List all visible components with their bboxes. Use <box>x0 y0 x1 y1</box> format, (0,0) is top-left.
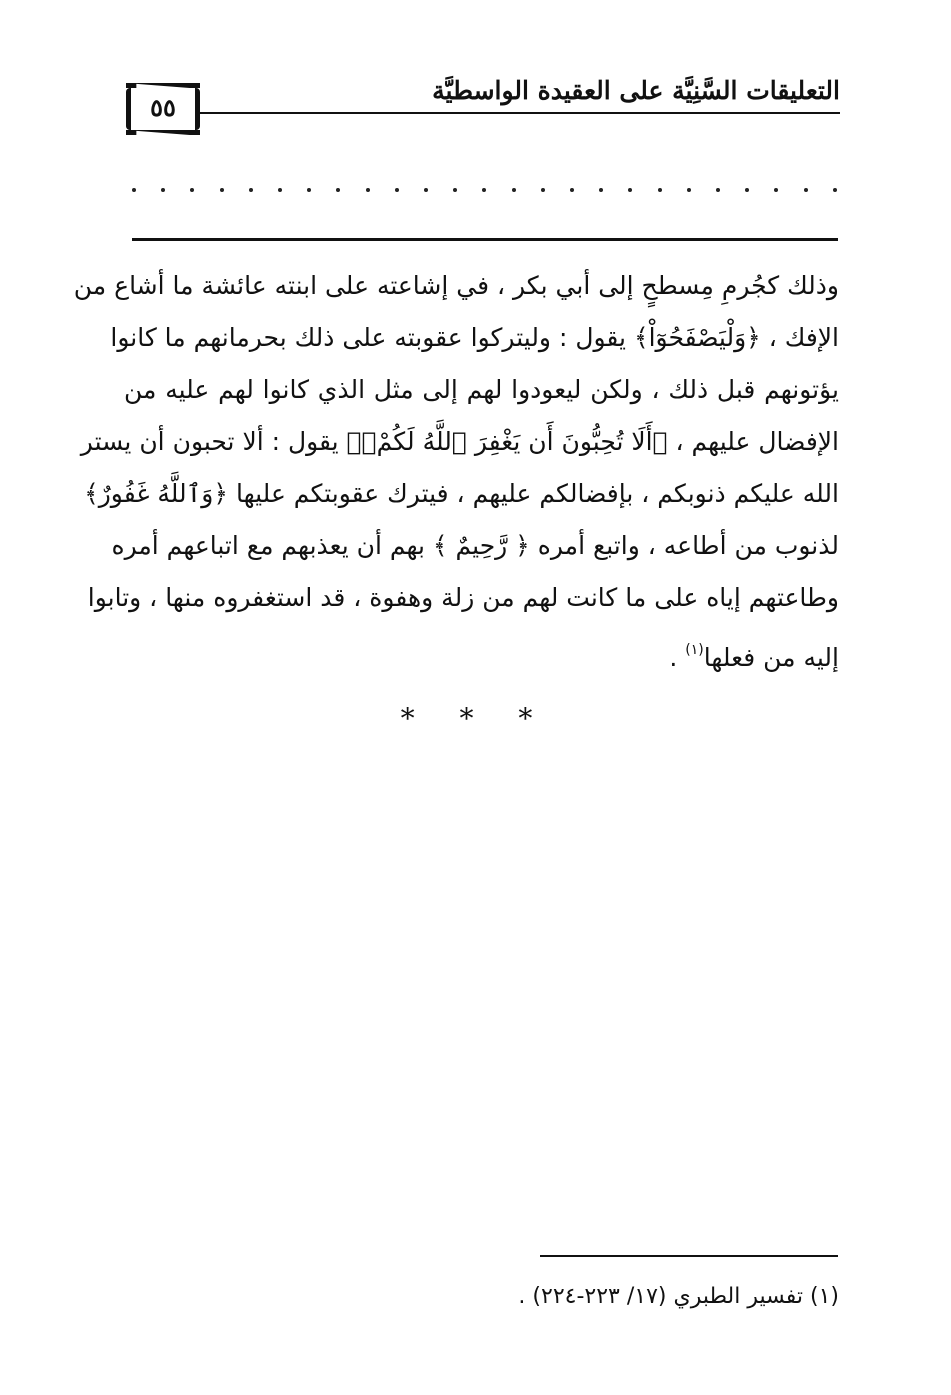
footnote-rule <box>540 1255 838 1257</box>
dot <box>395 188 399 192</box>
dot <box>628 188 632 192</box>
dot <box>833 188 837 192</box>
text-line: وذلك كجُرمِ مِسطحٍ إلى أبي بكر ، في إشاعته على ابنته عائشة ما أشاع من <box>73 271 839 300</box>
dot <box>307 188 311 192</box>
dotted-separator <box>132 180 837 200</box>
dot <box>249 188 253 192</box>
dot <box>658 188 662 192</box>
dot <box>453 188 457 192</box>
dot <box>687 188 691 192</box>
last-line-end: . <box>669 643 686 672</box>
footnote-reference[interactable]: (١) <box>685 642 704 658</box>
dot <box>161 188 165 192</box>
dot <box>482 188 486 192</box>
dot <box>424 188 428 192</box>
asterisk-separator: * * * <box>400 702 551 735</box>
text-line: لذنوب من أطاعه ، واتبع أمره ﴿ رَّحِيمٌ ﴾ بهم أن يعذبهم مع اتباعهم أمره <box>111 531 839 560</box>
dot <box>336 188 340 192</box>
dot <box>541 188 545 192</box>
dot <box>190 188 194 192</box>
dot <box>570 188 574 192</box>
page-number: ٥٥ <box>150 93 176 122</box>
last-line-text: إليه من فعلها <box>703 643 839 672</box>
dot <box>804 188 808 192</box>
section-rule <box>132 238 838 241</box>
dot <box>716 188 720 192</box>
header-rule <box>196 112 840 114</box>
text-line-last <box>124 624 839 676</box>
dot <box>278 188 282 192</box>
dot <box>774 188 778 192</box>
running-title: التعليقات السَّنِيَّة على العقيدة الواسطيَّة <box>432 76 840 105</box>
footnote: (١) تفسير الطبري (١٧/ ٢٢٣-٢٢٤) . <box>518 1284 839 1309</box>
dot <box>220 188 224 192</box>
page-number-frame <box>126 88 200 130</box>
text-line: الله عليكم ذنوبكم ، بإفضالكم عليهم ، فيترك عقوبتكم عليها ﴿وَٱللَّهُ غَفُورٌ﴾ <box>84 479 839 508</box>
text-line: يؤتونهم قبل ذلك ، ولكن ليعودوا لهم إلى مثل الذي كانوا لهم عليه من <box>124 375 839 404</box>
body-paragraph <box>73 260 839 676</box>
dot <box>366 188 370 192</box>
text-line: وطاعتهم إياه على ما كانت لهم من زلة وهفوة ، قد استغفروه منها ، وتابوا <box>87 583 839 612</box>
dot <box>512 188 516 192</box>
dot <box>599 188 603 192</box>
text-line: الإفضال عليهم ، ﴿أَلَا تُحِبُّونَ أَن يَغْفِرَ ٱللَّهُ لَكُمْۚ﴾ يقول : ألا تحبون أن يستر <box>80 427 839 456</box>
text-line: الإفك ، ﴿وَلْيَصْفَحُوٓاْ﴾ يقول : وليتركوا عقوبته على ذلك بحرمانهم ما كانوا <box>110 323 839 352</box>
page-header <box>126 74 840 130</box>
dot <box>745 188 749 192</box>
dot <box>132 188 136 192</box>
